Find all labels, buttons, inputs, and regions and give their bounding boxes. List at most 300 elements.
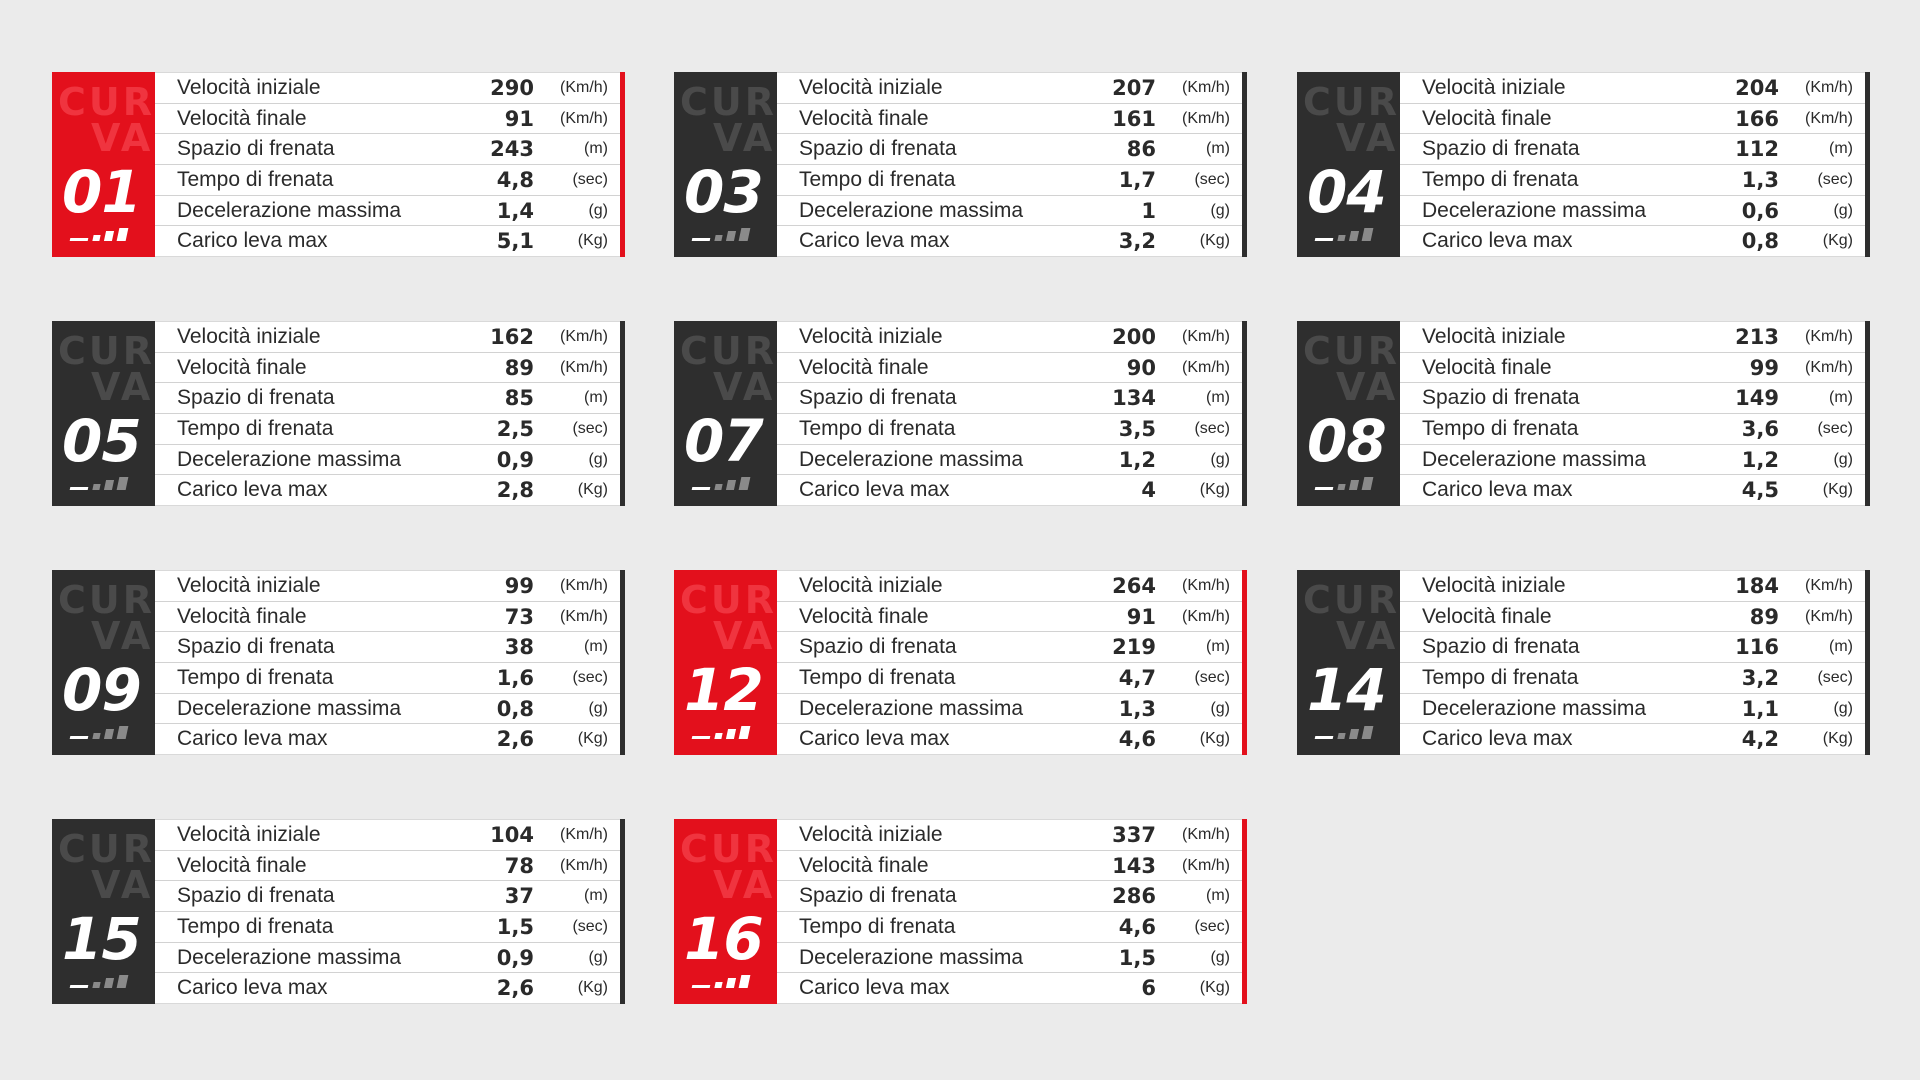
stat-value: 90 xyxy=(1126,355,1156,380)
stat-row xyxy=(1400,602,1865,633)
step-bar xyxy=(739,975,751,988)
stat-label: Tempo di frenata xyxy=(1422,416,1579,440)
curva-label xyxy=(680,827,777,907)
stat-label: Carico leva max xyxy=(177,976,328,1000)
step-bar xyxy=(739,477,751,490)
stat-value: 91 xyxy=(504,106,534,131)
stat-value: 0,8 xyxy=(1741,229,1779,254)
curve-badge xyxy=(1297,321,1400,506)
step-bar xyxy=(726,729,736,739)
step-bar xyxy=(714,235,722,241)
stat-row xyxy=(777,134,1242,165)
stat-row xyxy=(155,694,620,725)
stat-label: Tempo di frenata xyxy=(799,416,956,440)
accent-bar xyxy=(1242,72,1247,257)
curve-badge xyxy=(52,72,155,257)
stat-label: Carico leva max xyxy=(799,727,950,751)
stat-label: Decelerazione massima xyxy=(1422,696,1647,720)
stat-label: Spazio di frenata xyxy=(177,386,335,410)
curva-label-top: CUR xyxy=(58,329,155,373)
stat-value: 1,3 xyxy=(1118,696,1156,721)
accent-bar xyxy=(1242,819,1247,1004)
stat-label: Decelerazione massima xyxy=(1422,198,1647,222)
stat-row xyxy=(155,571,620,602)
step-bar xyxy=(104,480,114,490)
stat-label: Velocità iniziale xyxy=(1422,75,1566,99)
step-bars-icon xyxy=(70,228,132,241)
accent-bar xyxy=(1242,570,1247,755)
stat-label: Tempo di frenata xyxy=(799,914,956,938)
stat-unit: (sec) xyxy=(1194,170,1230,188)
stat-unit: (m) xyxy=(1206,887,1230,905)
step-bar xyxy=(70,487,89,490)
curva-label xyxy=(1303,80,1400,160)
stat-value: 0,9 xyxy=(496,447,534,472)
step-bar xyxy=(714,484,722,490)
stat-label: Decelerazione massima xyxy=(177,447,402,471)
stat-unit: (Km/h) xyxy=(1182,78,1230,96)
step-bar xyxy=(726,978,736,988)
stat-value: 1,2 xyxy=(1118,447,1156,472)
curve-badge xyxy=(1297,570,1400,755)
stat-unit: (sec) xyxy=(572,170,608,188)
accent-bar xyxy=(620,570,625,755)
step-bar xyxy=(92,235,100,241)
accent-bar xyxy=(1865,570,1870,755)
stats-table xyxy=(1400,570,1865,755)
stat-row xyxy=(777,475,1242,505)
stat-value: 213 xyxy=(1735,324,1779,349)
stat-unit: (sec) xyxy=(1817,419,1853,437)
stat-unit: (Km/h) xyxy=(560,109,608,127)
step-bar xyxy=(726,480,736,490)
step-bar xyxy=(70,985,89,988)
stat-unit: (m) xyxy=(1206,638,1230,656)
stat-label: Velocità finale xyxy=(799,355,929,379)
curva-label xyxy=(1303,578,1400,658)
stat-label: Spazio di frenata xyxy=(177,137,335,161)
stat-value: 73 xyxy=(504,604,534,629)
stat-row xyxy=(1400,632,1865,663)
stat-unit: (Km/h) xyxy=(1182,825,1230,843)
stat-row xyxy=(155,632,620,663)
stat-label: Tempo di frenata xyxy=(177,167,334,191)
stat-label: Velocità finale xyxy=(177,604,307,628)
stat-row xyxy=(777,943,1242,974)
stat-unit: (g) xyxy=(588,699,608,717)
stat-unit: (Km/h) xyxy=(1805,358,1853,376)
stat-unit: (sec) xyxy=(1194,419,1230,437)
stat-label: Carico leva max xyxy=(1422,229,1573,253)
step-bar xyxy=(1362,726,1374,739)
stat-unit: (sec) xyxy=(1817,668,1853,686)
stat-value: 2,6 xyxy=(496,727,534,752)
stat-label: Carico leva max xyxy=(177,727,328,751)
stat-row xyxy=(777,383,1242,414)
stat-unit: (Km/h) xyxy=(560,327,608,345)
curva-label xyxy=(58,80,155,160)
stat-value: 161 xyxy=(1112,106,1156,131)
stat-value: 78 xyxy=(504,853,534,878)
stat-label: Velocità finale xyxy=(177,355,307,379)
stat-value: 99 xyxy=(504,573,534,598)
stat-unit: (Kg) xyxy=(1822,730,1853,748)
curva-label-bottom: VA xyxy=(91,863,154,907)
stat-unit: (Km/h) xyxy=(1182,327,1230,345)
stat-value: 116 xyxy=(1735,635,1779,660)
stat-label: Spazio di frenata xyxy=(1422,386,1580,410)
stat-label: Velocità iniziale xyxy=(799,324,943,348)
stat-value: 2,6 xyxy=(496,976,534,1001)
stat-unit: (g) xyxy=(1210,450,1230,468)
stat-row xyxy=(155,943,620,974)
stat-unit: (sec) xyxy=(1194,668,1230,686)
stat-value: 4,5 xyxy=(1741,478,1779,503)
stat-unit: (Km/h) xyxy=(560,825,608,843)
curve-card-01 xyxy=(52,72,625,257)
stat-value: 162 xyxy=(490,324,534,349)
stat-label: Decelerazione massima xyxy=(177,198,402,222)
stat-label: Velocità finale xyxy=(799,106,929,130)
stat-value: 4,7 xyxy=(1118,665,1156,690)
step-bar xyxy=(1315,238,1334,241)
stat-row xyxy=(1400,104,1865,135)
stat-value: 4,2 xyxy=(1741,727,1779,752)
stat-label: Decelerazione massima xyxy=(1422,447,1647,471)
stat-label: Tempo di frenata xyxy=(799,167,956,191)
stat-label: Velocità iniziale xyxy=(1422,324,1566,348)
stat-row xyxy=(155,724,620,754)
stat-value: 243 xyxy=(490,137,534,162)
stat-value: 134 xyxy=(1112,386,1156,411)
stat-unit: (g) xyxy=(1833,201,1853,219)
curve-number: 01 xyxy=(62,158,141,226)
step-bar xyxy=(1362,228,1374,241)
step-bar xyxy=(117,228,129,241)
stat-row xyxy=(155,322,620,353)
stat-row xyxy=(155,353,620,384)
stat-label: Decelerazione massima xyxy=(799,198,1024,222)
stat-value: 2,5 xyxy=(496,416,534,441)
stat-unit: (g) xyxy=(1833,699,1853,717)
stat-unit: (m) xyxy=(1829,638,1853,656)
stat-value: 1,5 xyxy=(496,914,534,939)
step-bar xyxy=(70,736,89,739)
curva-label-bottom: VA xyxy=(713,863,776,907)
step-bar xyxy=(1337,235,1345,241)
curve-number: 04 xyxy=(1307,158,1386,226)
stats-table xyxy=(1400,321,1865,506)
curve-number: 08 xyxy=(1307,407,1386,475)
accent-bar xyxy=(1242,321,1247,506)
stat-row xyxy=(155,134,620,165)
curva-label-top: CUR xyxy=(680,827,777,871)
curve-number: 15 xyxy=(62,905,141,973)
stat-value: 99 xyxy=(1749,355,1779,380)
stat-label: Velocità iniziale xyxy=(799,822,943,846)
step-bars-icon xyxy=(692,477,754,490)
stat-label: Velocità finale xyxy=(177,853,307,877)
stat-label: Tempo di frenata xyxy=(1422,167,1579,191)
stat-label: Velocità iniziale xyxy=(799,75,943,99)
step-bar xyxy=(92,982,100,988)
stat-label: Tempo di frenata xyxy=(177,665,334,689)
stat-value: 4 xyxy=(1141,478,1156,503)
stat-row xyxy=(777,353,1242,384)
stat-label: Carico leva max xyxy=(799,478,950,502)
stat-label: Spazio di frenata xyxy=(799,884,957,908)
stat-value: 184 xyxy=(1735,573,1779,598)
stat-row xyxy=(155,602,620,633)
stat-unit: (Kg) xyxy=(577,232,608,250)
step-bar xyxy=(117,477,129,490)
curve-badge xyxy=(52,321,155,506)
stat-row xyxy=(777,820,1242,851)
step-bar xyxy=(117,726,129,739)
curve-badge xyxy=(1297,72,1400,257)
stat-label: Decelerazione massima xyxy=(177,696,402,720)
stat-label: Carico leva max xyxy=(1422,478,1573,502)
step-bar xyxy=(104,729,114,739)
curva-label-bottom: VA xyxy=(713,614,776,658)
stat-unit: (Km/h) xyxy=(560,78,608,96)
stat-row xyxy=(1400,663,1865,694)
curve-card-08 xyxy=(1297,321,1870,506)
stat-unit: (Kg) xyxy=(577,730,608,748)
stat-value: 149 xyxy=(1735,386,1779,411)
step-bars-icon xyxy=(692,975,754,988)
curve-badge xyxy=(674,321,777,506)
stat-value: 3,6 xyxy=(1741,416,1779,441)
stat-row xyxy=(155,912,620,943)
curva-label-top: CUR xyxy=(680,329,777,373)
stat-unit: (Km/h) xyxy=(1182,358,1230,376)
stat-label: Velocità iniziale xyxy=(177,822,321,846)
stat-row xyxy=(1400,73,1865,104)
stat-label: Velocità finale xyxy=(1422,604,1552,628)
stat-row xyxy=(155,383,620,414)
stat-label: Velocità finale xyxy=(177,106,307,130)
stat-unit: (m) xyxy=(1829,389,1853,407)
stat-label: Decelerazione massima xyxy=(177,945,402,969)
curva-label-bottom: VA xyxy=(713,116,776,160)
stat-value: 3,5 xyxy=(1118,416,1156,441)
stat-row xyxy=(777,632,1242,663)
stat-row xyxy=(155,663,620,694)
stat-row xyxy=(155,820,620,851)
stat-value: 1 xyxy=(1141,198,1156,223)
stat-label: Decelerazione massima xyxy=(799,696,1024,720)
stat-row xyxy=(155,165,620,196)
stat-value: 89 xyxy=(504,355,534,380)
stat-label: Tempo di frenata xyxy=(177,416,334,440)
curva-label-top: CUR xyxy=(58,827,155,871)
step-bar xyxy=(92,484,100,490)
step-bar xyxy=(692,487,711,490)
stat-unit: (m) xyxy=(1206,140,1230,158)
stat-row xyxy=(155,973,620,1003)
stat-unit: (Km/h) xyxy=(1182,607,1230,625)
stat-row xyxy=(1400,383,1865,414)
stat-label: Spazio di frenata xyxy=(799,137,957,161)
curva-label-top: CUR xyxy=(1303,329,1400,373)
stat-label: Velocità iniziale xyxy=(799,573,943,597)
curva-label-bottom: VA xyxy=(1336,116,1399,160)
stats-table xyxy=(777,570,1242,755)
stat-row xyxy=(1400,196,1865,227)
stat-value: 91 xyxy=(1126,604,1156,629)
stat-row xyxy=(777,414,1242,445)
stat-row xyxy=(777,663,1242,694)
stat-label: Spazio di frenata xyxy=(177,884,335,908)
step-bar xyxy=(104,978,114,988)
stat-unit: (sec) xyxy=(1817,170,1853,188)
stat-value: 86 xyxy=(1126,137,1156,162)
stat-value: 1,5 xyxy=(1118,945,1156,970)
stat-unit: (Km/h) xyxy=(1182,856,1230,874)
stat-unit: (Km/h) xyxy=(1805,78,1853,96)
stat-unit: (m) xyxy=(584,887,608,905)
stat-label: Decelerazione massima xyxy=(799,447,1024,471)
stat-row xyxy=(1400,475,1865,505)
stat-unit: (g) xyxy=(588,201,608,219)
step-bars-icon xyxy=(1315,477,1377,490)
stat-row xyxy=(1400,165,1865,196)
stat-row xyxy=(1400,724,1865,754)
stat-value: 219 xyxy=(1112,635,1156,660)
stat-row xyxy=(1400,445,1865,476)
stat-row xyxy=(155,475,620,505)
curve-card-04 xyxy=(1297,72,1870,257)
curve-card-12 xyxy=(674,570,1247,755)
curva-label-top: CUR xyxy=(1303,80,1400,124)
stat-value: 0,8 xyxy=(496,696,534,721)
stat-unit: (m) xyxy=(1829,140,1853,158)
curva-label-bottom: VA xyxy=(1336,365,1399,409)
stat-value: 3,2 xyxy=(1118,229,1156,254)
stat-unit: (Km/h) xyxy=(1182,576,1230,594)
stat-row xyxy=(1400,134,1865,165)
curva-label-top: CUR xyxy=(1303,578,1400,622)
curva-label-top: CUR xyxy=(58,80,155,124)
stat-unit: (Kg) xyxy=(1199,232,1230,250)
curve-number: 09 xyxy=(62,656,141,724)
stat-row xyxy=(155,73,620,104)
step-bar xyxy=(714,733,722,739)
curva-label-bottom: VA xyxy=(91,116,154,160)
curva-label xyxy=(58,329,155,409)
stat-row xyxy=(777,694,1242,725)
stat-row xyxy=(1400,571,1865,602)
accent-bar xyxy=(620,819,625,1004)
stat-value: 3,2 xyxy=(1741,665,1779,690)
stat-unit: (g) xyxy=(1833,450,1853,468)
curva-label-bottom: VA xyxy=(91,365,154,409)
stat-label: Spazio di frenata xyxy=(799,635,957,659)
curve-number: 16 xyxy=(684,905,763,973)
stats-table xyxy=(1400,72,1865,257)
stats-table xyxy=(777,321,1242,506)
curva-label xyxy=(58,827,155,907)
stat-label: Velocità iniziale xyxy=(177,324,321,348)
stat-row xyxy=(777,881,1242,912)
stat-row xyxy=(777,226,1242,256)
stat-label: Velocità finale xyxy=(799,853,929,877)
stats-table xyxy=(155,321,620,506)
stat-value: 207 xyxy=(1112,75,1156,100)
curva-label xyxy=(680,578,777,658)
stats-table xyxy=(155,570,620,755)
step-bar xyxy=(1349,480,1359,490)
curve-card-09 xyxy=(52,570,625,755)
curve-badge xyxy=(674,819,777,1004)
stat-value: 2,8 xyxy=(496,478,534,503)
step-bar xyxy=(1349,231,1359,241)
curve-badge xyxy=(52,570,155,755)
stat-value: 4,6 xyxy=(1118,914,1156,939)
stat-row xyxy=(777,104,1242,135)
stat-value: 6 xyxy=(1141,976,1156,1001)
stat-label: Decelerazione massima xyxy=(799,945,1024,969)
stat-value: 89 xyxy=(1749,604,1779,629)
stat-unit: (Km/h) xyxy=(560,358,608,376)
stat-row xyxy=(155,445,620,476)
stat-value: 1,3 xyxy=(1741,167,1779,192)
stat-unit: (Km/h) xyxy=(560,576,608,594)
step-bar xyxy=(104,231,114,241)
stat-unit: (m) xyxy=(584,389,608,407)
stat-label: Velocità iniziale xyxy=(177,75,321,99)
stat-row xyxy=(777,73,1242,104)
stat-value: 37 xyxy=(504,884,534,909)
stat-unit: (m) xyxy=(584,140,608,158)
curve-card-05 xyxy=(52,321,625,506)
curve-card-15 xyxy=(52,819,625,1004)
stat-row xyxy=(777,602,1242,633)
step-bar xyxy=(692,985,711,988)
stat-row xyxy=(1400,694,1865,725)
accent-bar xyxy=(1865,72,1870,257)
curva-label xyxy=(1303,329,1400,409)
stat-unit: (Kg) xyxy=(1199,481,1230,499)
curva-label-top: CUR xyxy=(680,80,777,124)
stat-unit: (sec) xyxy=(1194,917,1230,935)
stat-unit: (g) xyxy=(588,450,608,468)
stat-row xyxy=(155,851,620,882)
step-bars-icon xyxy=(1315,228,1377,241)
curva-label xyxy=(58,578,155,658)
stats-table xyxy=(155,72,620,257)
stat-row xyxy=(777,851,1242,882)
stat-row xyxy=(777,973,1242,1003)
stat-label: Tempo di frenata xyxy=(799,665,956,689)
curve-card-14 xyxy=(1297,570,1870,755)
curva-label-bottom: VA xyxy=(91,614,154,658)
stat-unit: (Kg) xyxy=(1199,730,1230,748)
step-bar xyxy=(1337,733,1345,739)
step-bar xyxy=(117,975,129,988)
stat-unit: (Km/h) xyxy=(1805,607,1853,625)
curva-label-top: CUR xyxy=(680,578,777,622)
stat-row xyxy=(777,165,1242,196)
stat-row xyxy=(155,414,620,445)
curve-number: 14 xyxy=(1307,656,1386,724)
stat-unit: (Kg) xyxy=(577,979,608,997)
curva-label xyxy=(680,329,777,409)
stat-unit: (Kg) xyxy=(1822,232,1853,250)
step-bar xyxy=(1349,729,1359,739)
stat-unit: (Km/h) xyxy=(1805,576,1853,594)
